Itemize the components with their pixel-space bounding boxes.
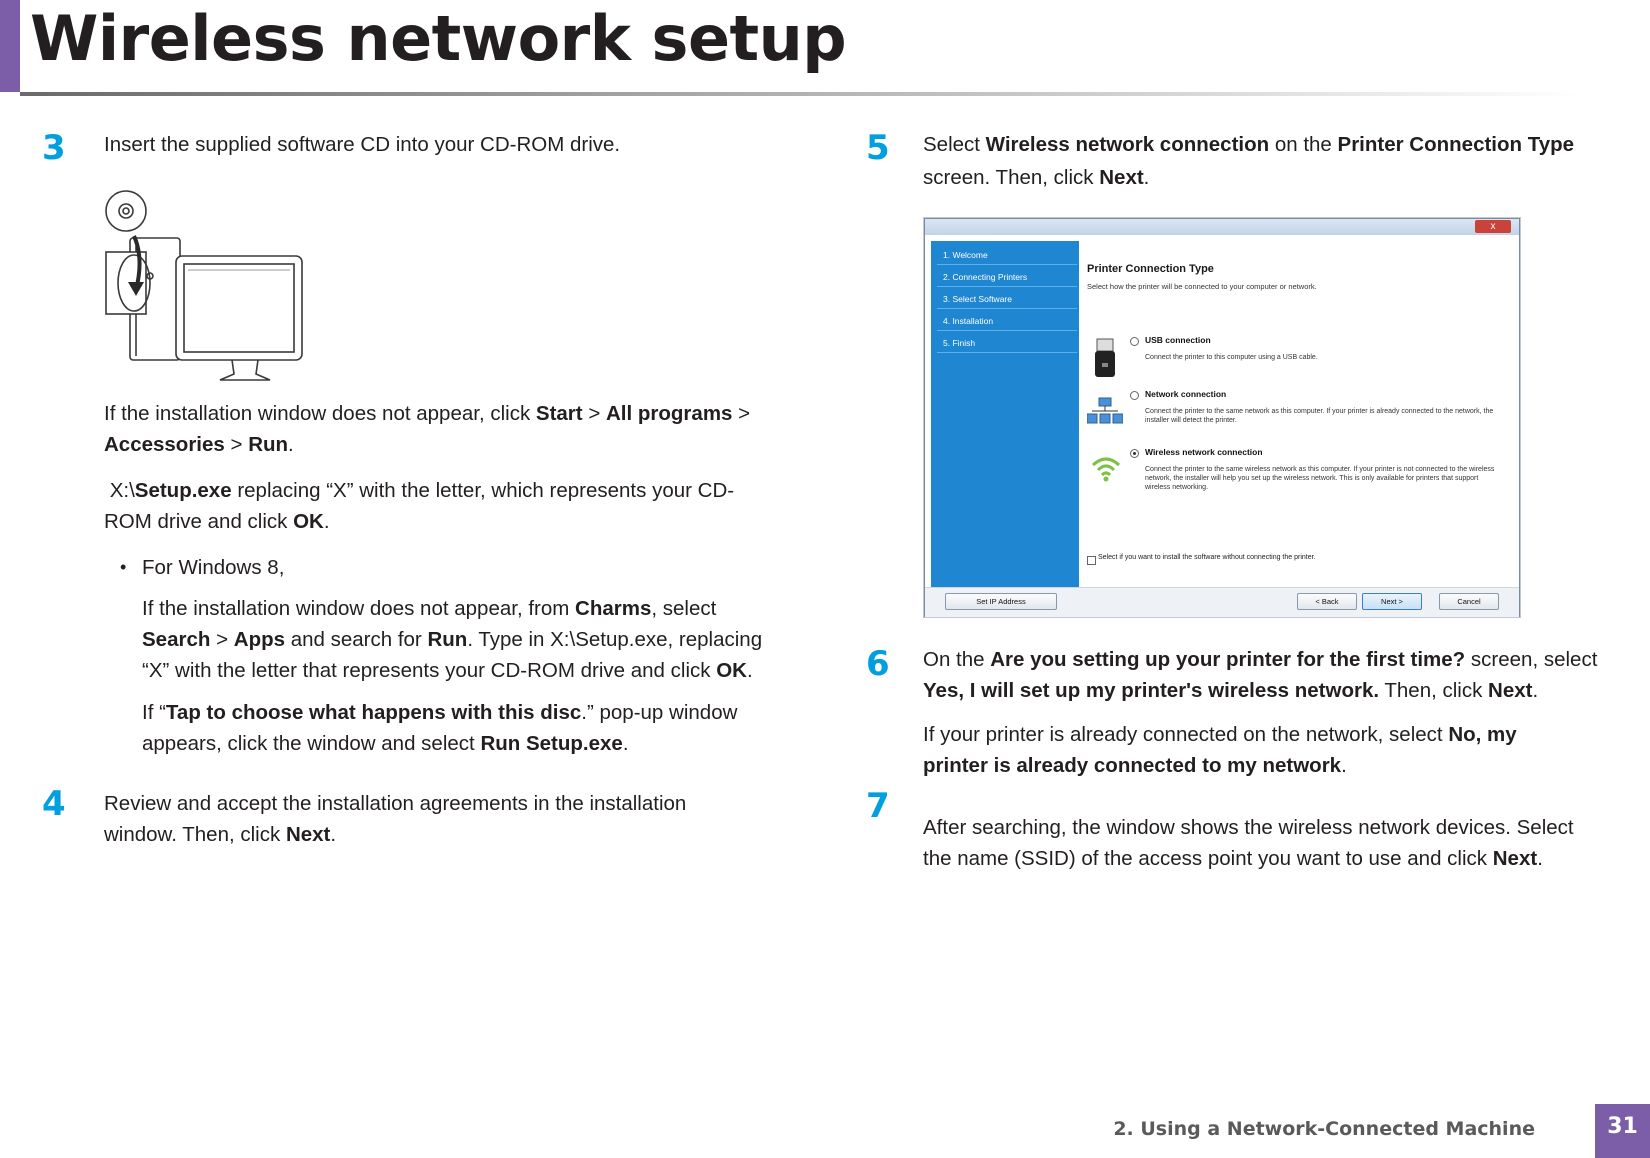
step-6-line-1: On the Are you setting up your printer for the first time? screen, select <box>923 648 1598 671</box>
page-number: 31 <box>1595 1104 1650 1158</box>
step-6-para-line-2: printer is already connected to my network. <box>923 754 1347 777</box>
step-3-para-2-line-2: ROM drive and click OK. <box>104 510 330 533</box>
title-rule <box>20 92 1580 96</box>
wireless-network-connection-radio[interactable] <box>1130 449 1139 458</box>
back-button[interactable]: < Back <box>1297 593 1357 610</box>
step-3-para-1-line-2: Accessories > Run. <box>104 433 294 456</box>
install-without-printer-checkbox[interactable] <box>1087 556 1096 565</box>
step-5-line-2: screen. Then, click Next. <box>923 166 1150 189</box>
installer-screenshot <box>924 218 1520 617</box>
sidebar-item-installation: 4. Installation <box>937 311 1077 331</box>
wifi-icon <box>1091 455 1121 483</box>
step-6-number: 6 <box>866 644 890 684</box>
bullet-dot: • <box>120 557 127 577</box>
sidebar-item-finish: 5. Finish <box>937 333 1077 353</box>
sidebar-item-connecting-printers: 2. Connecting Printers <box>937 267 1077 287</box>
install-without-printer-label: Select if you want to install the software without connecting the printer. <box>1098 554 1316 561</box>
installer-subtitle: Select how the printer will be connected to your computer or network. <box>1087 282 1317 291</box>
wireless-network-connection-title: Wireless network connection <box>1145 447 1263 457</box>
wireless-network-connection-desc: Connect the printer to the same wireless network as this computer. If your printer is not connected to the wireless network, the installer will help you set up the wireless network. This is only available for printers that support wireless networking. <box>1145 466 1495 491</box>
step-4-line-1: Review and accept the installation agreements in the installation <box>104 792 687 815</box>
sidebar-item-select-software: 3. Select Software <box>937 289 1077 309</box>
installer-titlebar <box>925 219 1519 235</box>
usb-connection-desc: Connect the printer to this computer using a USB cable. <box>1145 354 1318 361</box>
win8-para-1-line-2: Search > Apps and search for Run. Type in X:\Setup.exe, replacing <box>142 628 763 651</box>
step-5-line-1: Select Wireless network connection on the Printer Connection Type <box>923 133 1575 156</box>
step-7-line-1: After searching, the window shows the wireless network devices. Select <box>923 816 1574 839</box>
footer-chapter: 2. Using a Network-Connected Machine <box>1113 1118 1535 1140</box>
network-connection-title: Network connection <box>1145 389 1227 399</box>
step-4-line-2: window. Then, click Next. <box>104 823 337 846</box>
set-ip-address-button[interactable]: Set IP Address <box>945 593 1057 610</box>
installer-sidebar <box>931 241 1079 587</box>
step-3-number: 3 <box>42 128 66 168</box>
installer-title: Printer Connection Type <box>1087 263 1214 275</box>
next-button[interactable]: Next > <box>1362 593 1422 610</box>
win8-para-2-line-1: If “Tap to choose what happens with this disc.” pop-up window <box>142 701 738 724</box>
step-5-number: 5 <box>866 128 890 168</box>
step-7-line-2: the name (SSID) of the access point you want to use and click Next. <box>923 847 1543 870</box>
bullet-windows-8: For Windows 8, <box>142 556 285 579</box>
usb-icon <box>1093 337 1117 379</box>
win8-para-1-line-1: If the installation window does not appear, from Charms, select <box>142 597 717 620</box>
network-connection-desc: Connect the printer to the same network as this computer. If your printer is already connected to the network, the installer will detect the printer. <box>1145 408 1494 424</box>
page-title: Wireless network setup <box>30 2 847 75</box>
step-6-para-line-1: If your printer is already connected on the network, select No, my <box>923 723 1517 746</box>
usb-connection-title: USB connection <box>1145 335 1211 345</box>
win8-para-2-line-2: appears, click the window and select Run Setup.exe. <box>142 732 629 755</box>
usb-connection-radio[interactable] <box>1130 337 1139 346</box>
network-connection-radio[interactable] <box>1130 391 1139 400</box>
close-icon[interactable]: x <box>1475 220 1511 233</box>
step-3-para-1-line-1: If the installation window does not appear, click Start > All programs > <box>104 402 751 425</box>
step-4-number: 4 <box>42 784 66 824</box>
step-6-line-2: Yes, I will set up my printer's wireless network. Then, click Next. <box>923 679 1539 702</box>
header-accent-bar <box>0 0 20 92</box>
network-icon <box>1087 397 1123 425</box>
cd-computer-illustration <box>104 186 304 386</box>
win8-para-1-line-3: “X” with the letter that represents your CD-ROM drive and click OK. <box>142 659 753 682</box>
step-3-para-2-line-1: X:\Setup.exe replacing “X” with the letter, which represents your CD- <box>104 479 735 502</box>
cancel-button[interactable]: Cancel <box>1439 593 1499 610</box>
sidebar-item-welcome: 1. Welcome <box>937 245 1077 265</box>
step-7-number: 7 <box>866 786 890 826</box>
step-3-line: Insert the supplied software CD into your CD-ROM drive. <box>104 133 621 156</box>
